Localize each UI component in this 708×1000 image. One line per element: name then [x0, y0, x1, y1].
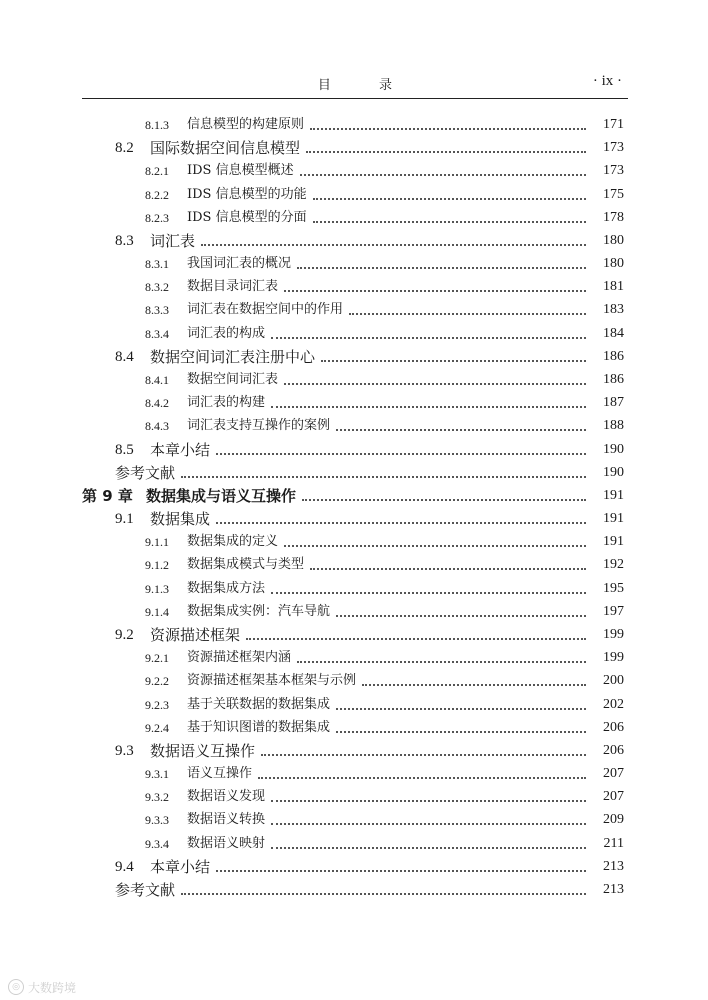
header-rule: [82, 98, 628, 99]
toc-entry-number: 9.2.3: [145, 697, 169, 712]
dot-leader: [310, 568, 586, 570]
dot-leader: [306, 151, 586, 153]
toc-entry: [0, 229, 708, 251]
toc-entry: [0, 438, 708, 460]
toc-entry-number: 第 9 章: [82, 486, 133, 505]
toc-entry: [0, 739, 708, 761]
toc-entry-page: 188: [603, 418, 624, 434]
toc-entry: [0, 322, 708, 344]
toc-entry-number: 8.3.1: [145, 257, 169, 272]
dot-leader: [271, 823, 586, 825]
dot-leader: [300, 174, 586, 176]
toc-entry-number: 8.3.3: [145, 303, 169, 318]
toc-entry-number: 8.5: [115, 441, 134, 458]
dot-leader: [216, 522, 586, 524]
toc-entry-number: 9.3.4: [145, 836, 169, 851]
dot-leader: [310, 128, 586, 130]
toc-entry-page: 206: [603, 742, 624, 758]
dot-leader: [336, 429, 586, 431]
dot-leader: [246, 638, 586, 640]
toc-entry-number: 9.3: [115, 742, 134, 759]
toc-entry-title: 数据空间词汇表注册中心: [150, 347, 316, 366]
toc-entry-page: 175: [603, 186, 624, 202]
toc-entry-page: 187: [603, 395, 624, 411]
toc-entry-number: 9.1.4: [145, 604, 169, 619]
dot-leader: [216, 870, 586, 872]
toc-entry-title: 参考文献: [115, 880, 176, 899]
toc-entry-number: 8.3.2: [145, 280, 169, 295]
toc-entry-page: 180: [603, 256, 624, 272]
toc-entry: [0, 484, 708, 506]
toc-entry: [0, 183, 708, 205]
toc-entry-number: 9.1: [115, 511, 134, 528]
dot-leader: [349, 313, 586, 315]
toc-entry-page: 207: [603, 766, 624, 782]
toc-entry-title: 词汇表的构成: [187, 325, 266, 341]
toc-entry-title: 国际数据空间信息模型: [150, 139, 301, 158]
toc-entry-page: 191: [603, 511, 624, 527]
toc-entry-number: 9.2: [115, 626, 134, 643]
toc-entry-page: 184: [603, 325, 624, 341]
toc-entry-number: 9.1.1: [145, 535, 169, 550]
toc-entry: [0, 461, 708, 483]
toc-entry-title: 数据语义互操作: [150, 741, 256, 760]
toc-entry-title: 信息模型的构建原则: [187, 117, 305, 132]
toc-entry-number: 9.2.1: [145, 651, 169, 666]
toc-entry-page: 180: [603, 232, 624, 248]
toc-entry-page: 195: [603, 580, 624, 596]
watermark: [8, 978, 76, 996]
toc-entry-title: 基于关联数据的数据集成: [187, 696, 331, 712]
toc-entry-title: 词汇表支持互操作的案例: [187, 418, 331, 434]
toc-entry: [0, 391, 708, 413]
toc-entry-number: 9.3.1: [145, 767, 169, 782]
toc-entry: [0, 623, 708, 645]
toc-entry-page: 192: [603, 557, 624, 573]
toc-entry-number: 8.4.2: [145, 396, 169, 411]
toc-entry-title: 数据语义映射: [187, 835, 266, 851]
toc-entry-title: 数据集成方法: [187, 580, 266, 596]
dot-leader: [284, 383, 586, 385]
toc-entry-page: 200: [603, 673, 624, 689]
dot-leader: [313, 221, 586, 223]
toc-entry-page: 213: [603, 881, 624, 897]
page-header: [82, 70, 628, 96]
toc-entry-title: 数据语义发现: [187, 789, 266, 805]
toc-entry: [0, 159, 708, 181]
toc-entry-title: 我国词汇表的概况: [187, 256, 292, 272]
toc-entry-title: IDS 信息模型的功能: [187, 186, 307, 202]
toc-entry-title: 数据集成与语义互操作: [146, 486, 297, 505]
toc-entry-number: 8.4: [115, 348, 134, 365]
toc-entry-page: 191: [603, 534, 624, 550]
toc-entry-number: 8.2: [115, 140, 134, 157]
toc-entry-number: 8.2.3: [145, 210, 169, 225]
toc-entry-page: 202: [603, 696, 624, 712]
toc-entry-number: 8.3.4: [145, 326, 169, 341]
toc-entry-title: 数据集成: [150, 510, 211, 529]
dot-leader: [284, 290, 586, 292]
toc-entry-number: 9.3.3: [145, 813, 169, 828]
toc-entry-page: 171: [603, 117, 624, 132]
toc-entry-page: 213: [603, 858, 624, 874]
dot-leader: [271, 592, 586, 594]
toc-entry: [0, 878, 708, 900]
dot-leader: [271, 800, 586, 802]
toc-entry-page: 207: [603, 789, 624, 805]
toc-entry-title: 资源描述框架内涵: [187, 650, 292, 666]
toc-entry-page: 173: [603, 140, 624, 156]
toc-entry: [0, 646, 708, 668]
dot-leader: [313, 198, 586, 200]
dot-leader: [271, 337, 586, 339]
toc-entry: [0, 136, 708, 158]
toc-entry-page: 186: [603, 371, 624, 387]
toc-entry-title: 基于知识图谱的数据集成: [187, 719, 331, 735]
toc-entry-number: 8.1.3: [145, 118, 169, 132]
toc-entry: [0, 298, 708, 320]
toc-entry: [0, 762, 708, 784]
wechat-channel-icon: ◎: [8, 979, 24, 995]
dot-leader: [216, 453, 586, 455]
toc-entry-page: 209: [603, 812, 624, 828]
dot-leader: [302, 499, 586, 501]
dot-leader: [258, 777, 586, 779]
dot-leader: [336, 615, 586, 617]
toc-entry: [0, 368, 708, 390]
dot-leader: [297, 661, 586, 663]
toc-entry: [0, 600, 708, 622]
toc-entry-title: 数据集成实例：汽车导航: [187, 603, 331, 619]
toc-entry: [0, 252, 708, 274]
toc-entry-page: 199: [603, 626, 624, 642]
toc-entry-number: 8.4.3: [145, 419, 169, 434]
toc-entry: [0, 716, 708, 738]
toc-entry-title: 语义互操作: [187, 766, 253, 782]
dot-leader: [181, 893, 586, 895]
toc-entry-title: 资源描述框架基本框架与示例: [187, 673, 357, 689]
watermark-text: 大数跨境: [28, 980, 77, 995]
toc-entry-number: 9.1.2: [145, 558, 169, 573]
toc-entry-title: 数据语义转换: [187, 812, 266, 828]
toc-entry: [0, 693, 708, 715]
toc-entry: [0, 113, 708, 135]
toc-entry-page: 191: [603, 487, 624, 503]
dot-leader: [261, 754, 586, 756]
toc-entry-title: 本章小结: [150, 440, 211, 459]
page-number: · ix ·: [592, 73, 622, 89]
toc-entry-title: 词汇表的构建: [187, 395, 266, 411]
toc-entry-title: 数据空间词汇表: [187, 371, 279, 387]
toc-entry-title: 数据目录词汇表: [187, 279, 279, 295]
dot-leader: [181, 476, 586, 478]
toc-entry: [0, 832, 708, 854]
toc-entry-page: 178: [603, 209, 624, 225]
toc-entry-page: 197: [603, 603, 624, 619]
toc-entry-number: 9.2.2: [145, 674, 169, 689]
dot-leader: [271, 406, 586, 408]
toc-entry-title: IDS 信息模型的分面: [187, 209, 307, 225]
toc-entry-page: 181: [603, 279, 624, 295]
dot-leader: [336, 731, 586, 733]
toc-entry: [0, 275, 708, 297]
dot-leader: [201, 244, 586, 246]
toc-entry-title: 数据集成的定义: [187, 534, 279, 550]
dot-leader: [362, 684, 586, 686]
toc-entry-number: 9.3.2: [145, 790, 169, 805]
toc-entry-page: 190: [603, 441, 624, 457]
toc-entry-number: 8.4.1: [145, 372, 169, 387]
toc-entry-page: 183: [603, 302, 624, 318]
toc-entry-page: 190: [603, 464, 624, 480]
dot-leader: [284, 545, 586, 547]
toc-entry-title: 数据集成模式与类型: [187, 557, 305, 573]
dot-leader: [321, 360, 586, 362]
toc-entry-number: 8.3: [115, 232, 134, 249]
toc-entry-number: 9.4: [115, 858, 134, 875]
toc-entry-title: 资源描述框架: [150, 625, 241, 644]
toc-entry: [0, 507, 708, 529]
toc-entry: [0, 206, 708, 228]
toc-entry: [0, 785, 708, 807]
dot-leader: [297, 267, 586, 269]
toc-entry-title: 词汇表: [150, 231, 196, 250]
toc-entry-number: 8.2.2: [145, 187, 169, 202]
toc-entry: [0, 577, 708, 599]
toc-entry-title: 本章小结: [150, 857, 211, 876]
dot-leader: [271, 847, 586, 849]
toc-entry-title: 参考文献: [115, 463, 176, 482]
toc-entry-number: 8.2.1: [145, 164, 169, 179]
toc-entry: [0, 553, 708, 575]
toc-entry-title: IDS 信息模型概述: [187, 163, 294, 179]
toc-entry-title: 词汇表在数据空间中的作用: [187, 302, 344, 318]
toc-entry-page: 206: [603, 719, 624, 735]
dot-leader: [336, 708, 586, 710]
toc-entry-page: 186: [603, 348, 624, 364]
toc-entry-page: 173: [603, 163, 624, 179]
toc-entry-number: 9.1.3: [145, 581, 169, 596]
toc-entry: [0, 808, 708, 830]
toc-entry: [0, 345, 708, 367]
toc-entry: [0, 669, 708, 691]
toc-entry: [0, 530, 708, 552]
toc-entry: [0, 414, 708, 436]
toc-entry: [0, 855, 708, 877]
toc-entry-page: 211: [603, 835, 624, 851]
toc-entry-page: 199: [603, 650, 624, 666]
running-title: 目 录: [317, 78, 415, 93]
toc-entry-number: 9.2.4: [145, 720, 169, 735]
